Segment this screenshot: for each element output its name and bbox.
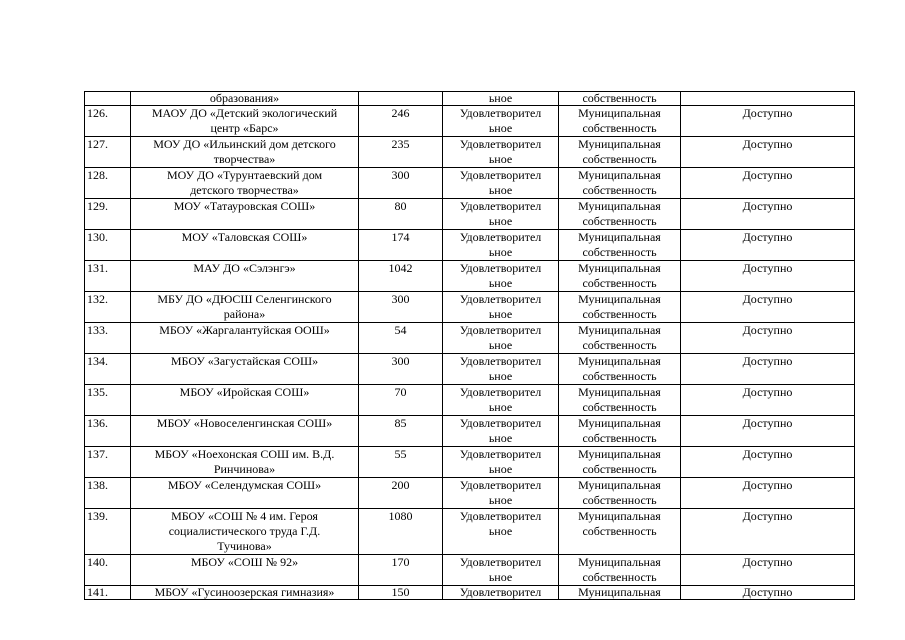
capacity-cell: 85 xyxy=(359,416,443,447)
accessibility-cell: Доступно xyxy=(681,354,855,385)
ownership-cell: Муниципальная собственность xyxy=(559,447,681,478)
capacity-cell: 70 xyxy=(359,385,443,416)
table-row xyxy=(85,168,855,199)
institution-name-cell: МБОУ «Иройская СОШ» xyxy=(131,385,359,416)
institution-name-cell: МБОУ «Новоселенгинская СОШ» xyxy=(131,416,359,447)
institution-name-cell: МБОУ «Загустайская СОШ» xyxy=(131,354,359,385)
row-number-cell: 132. xyxy=(85,292,131,323)
institution-name-cell: МБОУ «Селендумская СОШ» xyxy=(131,478,359,509)
ownership-cell: Муниципальная собственность xyxy=(559,168,681,199)
ownership-cell: Муниципальная собственность xyxy=(559,199,681,230)
condition-cell: Удовлетворител ьное xyxy=(443,168,559,199)
institution-name-cell: МБУ ДО «ДЮСШ Селенгинского района» xyxy=(131,292,359,323)
table-row xyxy=(85,586,855,600)
capacity-cell xyxy=(359,92,443,106)
capacity-cell: 300 xyxy=(359,354,443,385)
ownership-cell: Муниципальная собственность xyxy=(559,509,681,555)
row-number-cell xyxy=(85,92,131,106)
ownership-cell: Муниципальная собственность xyxy=(559,261,681,292)
condition-cell: Удовлетворител ьное xyxy=(443,447,559,478)
institution-name-cell: образования» xyxy=(131,92,359,106)
condition-cell: Удовлетворител ьное xyxy=(443,478,559,509)
institution-name-cell: МБОУ «Ноехонская СОШ им. В.Д. Ринчинова» xyxy=(131,447,359,478)
accessibility-cell: Доступно xyxy=(681,137,855,168)
condition-cell: Удовлетворител xyxy=(443,586,559,600)
row-number-cell: 130. xyxy=(85,230,131,261)
ownership-cell: Муниципальная собственность xyxy=(559,106,681,137)
accessibility-cell: Доступно xyxy=(681,230,855,261)
ownership-cell: Муниципальная собственность xyxy=(559,555,681,586)
condition-cell: Удовлетворител ьное xyxy=(443,555,559,586)
table-row xyxy=(85,416,855,447)
accessibility-cell: Доступно xyxy=(681,385,855,416)
condition-cell: Удовлетворител ьное xyxy=(443,416,559,447)
ownership-cell: Муниципальная собственность xyxy=(559,230,681,261)
table-row xyxy=(85,199,855,230)
capacity-cell: 54 xyxy=(359,323,443,354)
table-row xyxy=(85,261,855,292)
row-number-cell: 128. xyxy=(85,168,131,199)
accessibility-cell: Доступно xyxy=(681,323,855,354)
condition-cell: Удовлетворител ьное xyxy=(443,354,559,385)
row-number-cell: 126. xyxy=(85,106,131,137)
capacity-cell: 246 xyxy=(359,106,443,137)
accessibility-cell: Доступно xyxy=(681,292,855,323)
accessibility-cell: Доступно xyxy=(681,555,855,586)
institution-name-cell: МБОУ «СОШ № 4 им. Героя социалистического труда Г.Д. Тучинова» xyxy=(131,509,359,555)
ownership-cell: Муниципальная xyxy=(559,586,681,600)
condition-cell: Удовлетворител ьное xyxy=(443,385,559,416)
table-row xyxy=(85,478,855,509)
table-row xyxy=(85,447,855,478)
ownership-cell: Муниципальная собственность xyxy=(559,385,681,416)
condition-cell: Удовлетворител ьное xyxy=(443,230,559,261)
table-row xyxy=(85,137,855,168)
institution-name-cell: МАУ ДО «Сэлэнгэ» xyxy=(131,261,359,292)
accessibility-cell: Доступно xyxy=(681,106,855,137)
ownership-cell: Муниципальная собственность xyxy=(559,478,681,509)
capacity-cell: 300 xyxy=(359,292,443,323)
capacity-cell: 55 xyxy=(359,447,443,478)
condition-cell: Удовлетворител ьное xyxy=(443,509,559,555)
capacity-cell: 200 xyxy=(359,478,443,509)
row-number-cell: 138. xyxy=(85,478,131,509)
capacity-cell: 174 xyxy=(359,230,443,261)
ownership-cell: Муниципальная собственность xyxy=(559,323,681,354)
capacity-cell: 235 xyxy=(359,137,443,168)
institution-name-cell: МБОУ «Жаргалантуйская ООШ» xyxy=(131,323,359,354)
row-number-cell: 139. xyxy=(85,509,131,555)
row-number-cell: 134. xyxy=(85,354,131,385)
condition-cell: Удовлетворител ьное xyxy=(443,292,559,323)
condition-cell: Удовлетворител ьное xyxy=(443,137,559,168)
capacity-cell: 1080 xyxy=(359,509,443,555)
row-number-cell: 135. xyxy=(85,385,131,416)
accessibility-cell: Доступно xyxy=(681,261,855,292)
table-row xyxy=(85,509,855,555)
capacity-cell: 300 xyxy=(359,168,443,199)
institution-name-cell: МАОУ ДО «Детский экологический центр «Барс» xyxy=(131,106,359,137)
accessibility-cell: Доступно xyxy=(681,509,855,555)
ownership-cell: собственность xyxy=(559,92,681,106)
institution-name-cell: МОУ ДО «Ильинский дом детского творчества» xyxy=(131,137,359,168)
facilities-table xyxy=(84,91,855,600)
table-row xyxy=(85,323,855,354)
table-row xyxy=(85,292,855,323)
row-number-cell: 136. xyxy=(85,416,131,447)
capacity-cell: 170 xyxy=(359,555,443,586)
capacity-cell: 80 xyxy=(359,199,443,230)
ownership-cell: Муниципальная собственность xyxy=(559,354,681,385)
table-row xyxy=(85,230,855,261)
condition-cell: Удовлетворител ьное xyxy=(443,199,559,230)
accessibility-cell: Доступно xyxy=(681,586,855,600)
condition-cell: Удовлетворител ьное xyxy=(443,106,559,137)
capacity-cell: 150 xyxy=(359,586,443,600)
row-number-cell: 129. xyxy=(85,199,131,230)
accessibility-cell: Доступно xyxy=(681,199,855,230)
condition-cell: ьное xyxy=(443,92,559,106)
row-number-cell: 133. xyxy=(85,323,131,354)
institution-name-cell: МБОУ «СОШ № 92» xyxy=(131,555,359,586)
ownership-cell: Муниципальная собственность xyxy=(559,292,681,323)
institution-name-cell: МБОУ «Гусиноозерская гимназия» xyxy=(131,586,359,600)
accessibility-cell: Доступно xyxy=(681,416,855,447)
row-number-cell: 141. xyxy=(85,586,131,600)
accessibility-cell xyxy=(681,92,855,106)
institution-name-cell: МОУ ДО «Турунтаевский дом детского творчества» xyxy=(131,168,359,199)
row-number-cell: 140. xyxy=(85,555,131,586)
table-row xyxy=(85,385,855,416)
condition-cell: Удовлетворител ьное xyxy=(443,323,559,354)
capacity-cell: 1042 xyxy=(359,261,443,292)
table-row xyxy=(85,555,855,586)
ownership-cell: Муниципальная собственность xyxy=(559,137,681,168)
continued-row xyxy=(85,92,855,106)
condition-cell: Удовлетворител ьное xyxy=(443,261,559,292)
institution-name-cell: МОУ «Татауровская СОШ» xyxy=(131,199,359,230)
accessibility-cell: Доступно xyxy=(681,168,855,199)
ownership-cell: Муниципальная собственность xyxy=(559,416,681,447)
accessibility-cell: Доступно xyxy=(681,447,855,478)
institution-name-cell: МОУ «Таловская СОШ» xyxy=(131,230,359,261)
table-row xyxy=(85,106,855,137)
row-number-cell: 137. xyxy=(85,447,131,478)
accessibility-cell: Доступно xyxy=(681,478,855,509)
row-number-cell: 131. xyxy=(85,261,131,292)
table-row xyxy=(85,354,855,385)
row-number-cell: 127. xyxy=(85,137,131,168)
